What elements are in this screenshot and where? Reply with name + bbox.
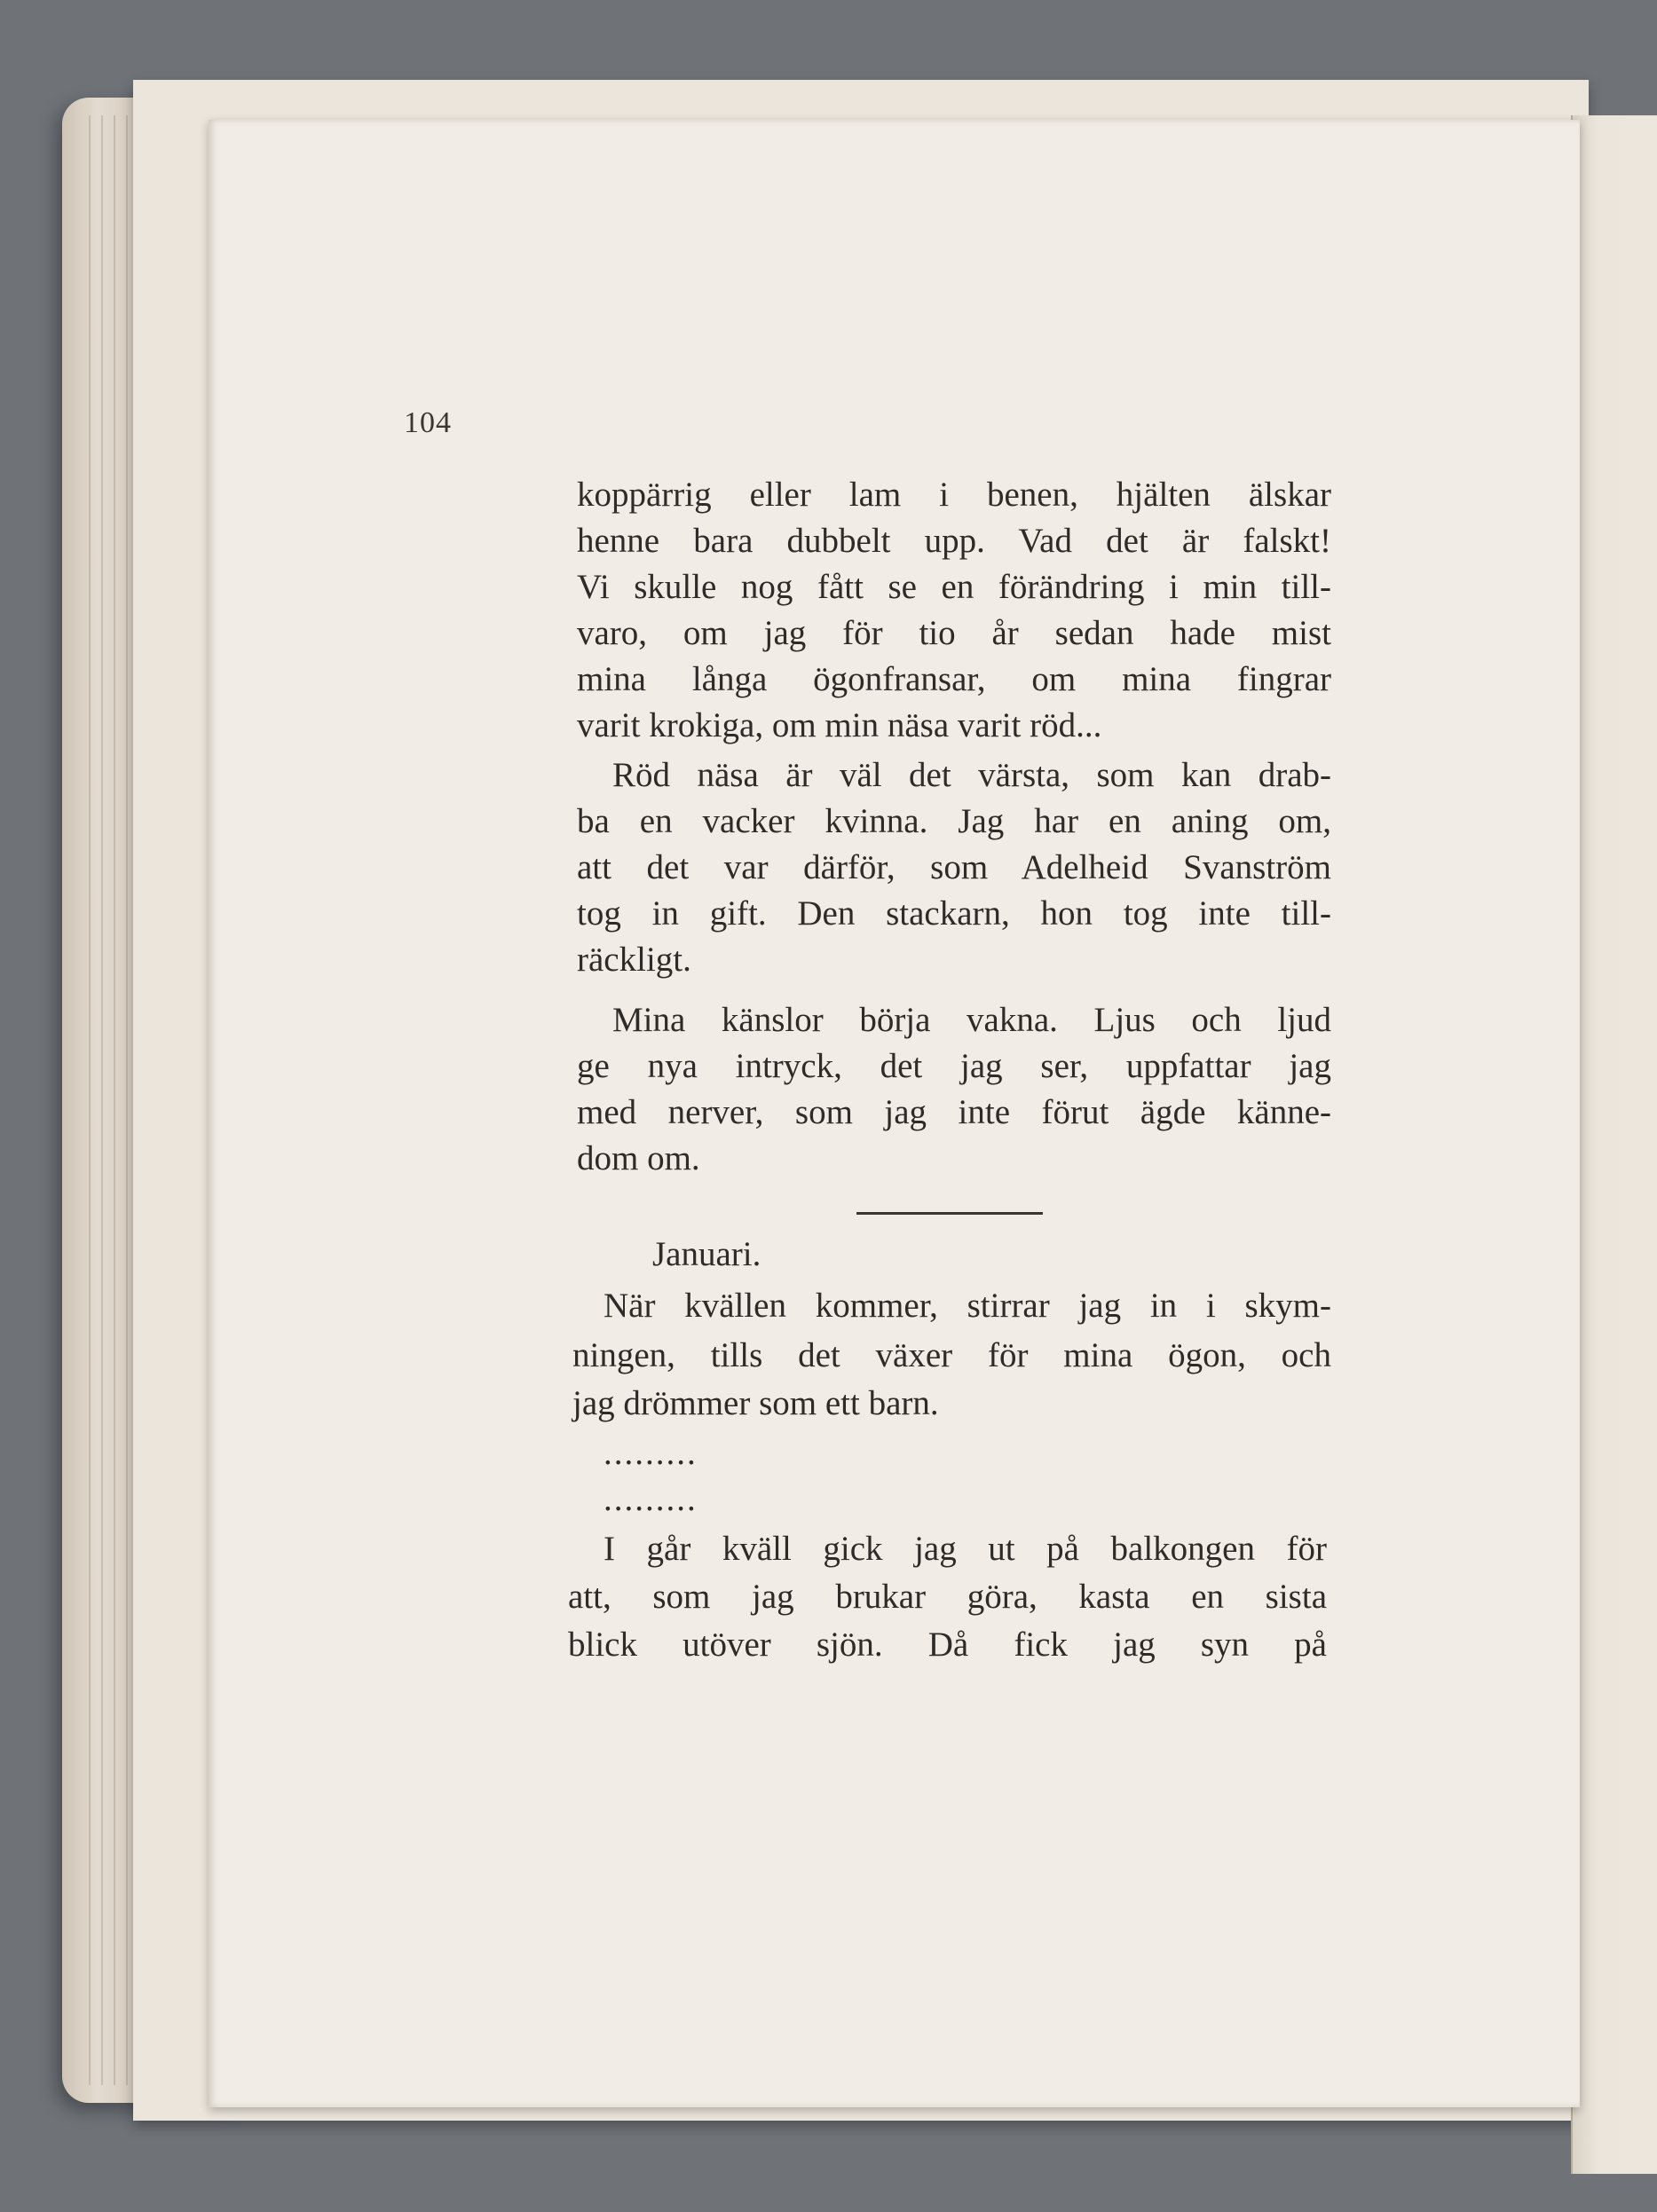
text-line: mina långa ögonfransar, om mina fingrar [577,660,1331,698]
section-heading: Januari. [652,1235,761,1273]
ellipsis-line: ......... [604,1480,698,1518]
text-line: att, som jag brukar göra, kasta en sista [568,1578,1327,1616]
text-line: jag drömmer som ett barn. [572,1384,939,1422]
text-line: räckligt. [577,941,691,979]
text-line: I går kväll gick jag ut på balkongen för [604,1530,1327,1568]
page-number: 104 [404,406,452,439]
text-line: ningen, tills det växer för mina ögon, och [572,1336,1331,1374]
text-line: När kvällen kommer, stirrar jag in i skym- [604,1287,1331,1325]
text-line: koppärrig eller lam i benen, hjälten älskar [577,476,1331,514]
text-line: varo, om jag för tio år sedan hade mist [577,614,1331,652]
text-line: dom om. [577,1139,700,1177]
ellipsis-line: ......... [604,1434,698,1472]
text-line: med nerver, som jag inte förut ägde känne- [577,1093,1331,1131]
text-line: Mina känslor börja vakna. Ljus och ljud [612,1001,1331,1039]
text-line: Röd näsa är väl det värsta, som kan drab- [612,756,1331,794]
text-line: ge nya intryck, det jag ser, uppfattar jag [577,1047,1331,1085]
text-line: henne bara dubbelt upp. Vad det är falskt! [577,522,1331,560]
text-line: Vi skulle nog fått se en förändring i min till- [577,568,1331,606]
text-line: ba en vacker kvinna. Jag har en aning om, [577,802,1331,840]
text-line: att det var därför, som Adelheid Svanström [577,848,1331,886]
text-line: blick utöver sjön. Då fick jag syn på [568,1626,1327,1664]
section-divider [856,1212,1043,1215]
facing-page [1571,115,1657,2174]
text-line: varit krokiga, om min näsa varit röd... [577,706,1102,744]
text-line: tog in gift. Den stackarn, hon tog inte till- [577,894,1331,933]
